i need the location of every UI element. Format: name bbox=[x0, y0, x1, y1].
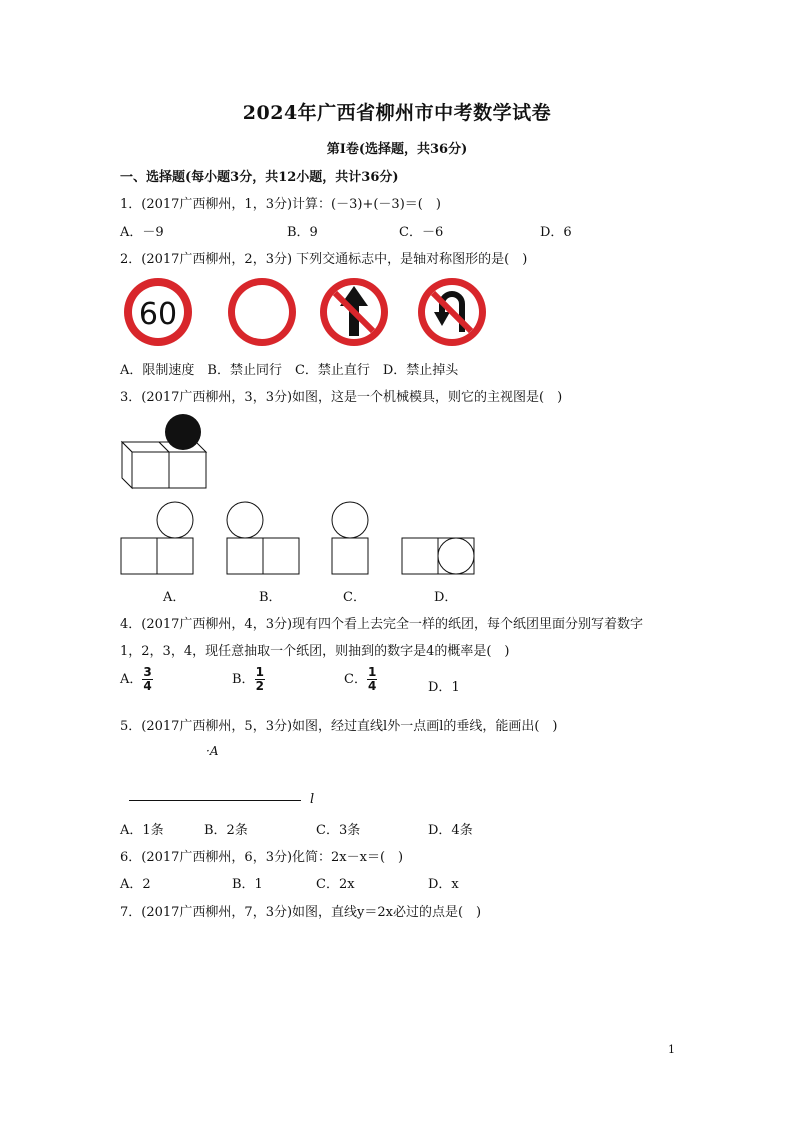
page-title: 2024年广西省柳州市中考数学试卷 bbox=[242, 102, 552, 124]
q3-option-d: D． bbox=[434, 590, 458, 605]
q6-option-a: A．2 bbox=[120, 877, 151, 892]
question-5-stem: 5．(2017广西柳州，5，3分)如图，经过直线l外一点画l的垂线，能画出( ) bbox=[120, 719, 558, 734]
part-subtitle: 第I卷(选择题，共36分) bbox=[326, 142, 468, 157]
page-number: 1 bbox=[668, 1043, 675, 1056]
question-7-stem: 7．(2017广西柳州，7，3分)如图，直线y＝2x必过的点是( ) bbox=[120, 905, 482, 920]
no-straight-sign-icon bbox=[320, 278, 388, 346]
line-l bbox=[129, 800, 301, 801]
no-u-turn-sign-icon bbox=[418, 278, 486, 346]
q5-option-b: B．2条 bbox=[204, 823, 248, 838]
q6-option-b: B．1 bbox=[232, 877, 263, 892]
question-4-stem-line1: 4．(2017广西柳州，4，3分)现有四个看上去完全一样的纸团，每个纸团里面分别写着数字 bbox=[120, 617, 644, 632]
q1-option-b: B．9 bbox=[287, 225, 318, 240]
line-l-label: l bbox=[310, 792, 315, 807]
q6-option-d: D．x bbox=[428, 877, 459, 892]
question-3-stem: 3．(2017广西柳州，3，3分)如图，这是一个机械模具，则它的主视图是( ) bbox=[120, 390, 563, 405]
q5-option-a: A．1条 bbox=[120, 823, 164, 838]
speed-limit-value: 60 bbox=[138, 297, 178, 332]
q3-option-a: A． bbox=[163, 590, 186, 605]
q3-option-figures bbox=[118, 498, 488, 578]
q5-option-d: D．4条 bbox=[428, 823, 473, 838]
q4-option-c: C． $\frac{1}{4}$ bbox=[344, 665, 377, 693]
q3-option-b: B． bbox=[259, 590, 282, 605]
section-heading: 一、选择题(每小题3分，共12小题，共计36分) bbox=[120, 170, 399, 185]
question-2-stem: 2．(2017广西柳州，2，3分) 下列交通标志中，是轴对称图形的是( ) bbox=[120, 252, 528, 267]
q4-option-a: A． $\frac{3}{4}$ bbox=[120, 665, 152, 693]
question-1-stem: 1．(2017广西柳州，1，3分)计算：(－3)+(－3)＝( ) bbox=[120, 197, 441, 212]
mold-3d-figure bbox=[118, 410, 218, 492]
q4-option-d: D．1 bbox=[428, 680, 460, 695]
q5-option-c: C．3条 bbox=[316, 823, 361, 838]
speed-limit-sign-icon bbox=[124, 278, 192, 346]
point-a-label: ·A bbox=[206, 744, 219, 758]
question-4-stem-line2: 1，2，3，4，现任意抽取一个纸团，则抽到的数字是4的概率是( ) bbox=[120, 644, 510, 659]
q3-option-c: C． bbox=[343, 590, 366, 605]
traffic-signs-figure bbox=[118, 274, 498, 354]
q1-option-a: A．－9 bbox=[120, 225, 164, 240]
q2-options: A．限制速度 B．禁止同行 C．禁止直行 D．禁止掉头 bbox=[120, 363, 459, 378]
q1-option-c: C．－6 bbox=[399, 225, 444, 240]
question-6-stem: 6．(2017广西柳州，6，3分)化简：2x－x＝( ) bbox=[120, 850, 404, 865]
q6-option-c: C．2x bbox=[316, 877, 355, 892]
q1-option-d: D．6 bbox=[540, 225, 572, 240]
q4-option-b: B． $\frac{1}{2}$ bbox=[232, 665, 264, 693]
no-entry-sign-icon bbox=[228, 278, 296, 346]
